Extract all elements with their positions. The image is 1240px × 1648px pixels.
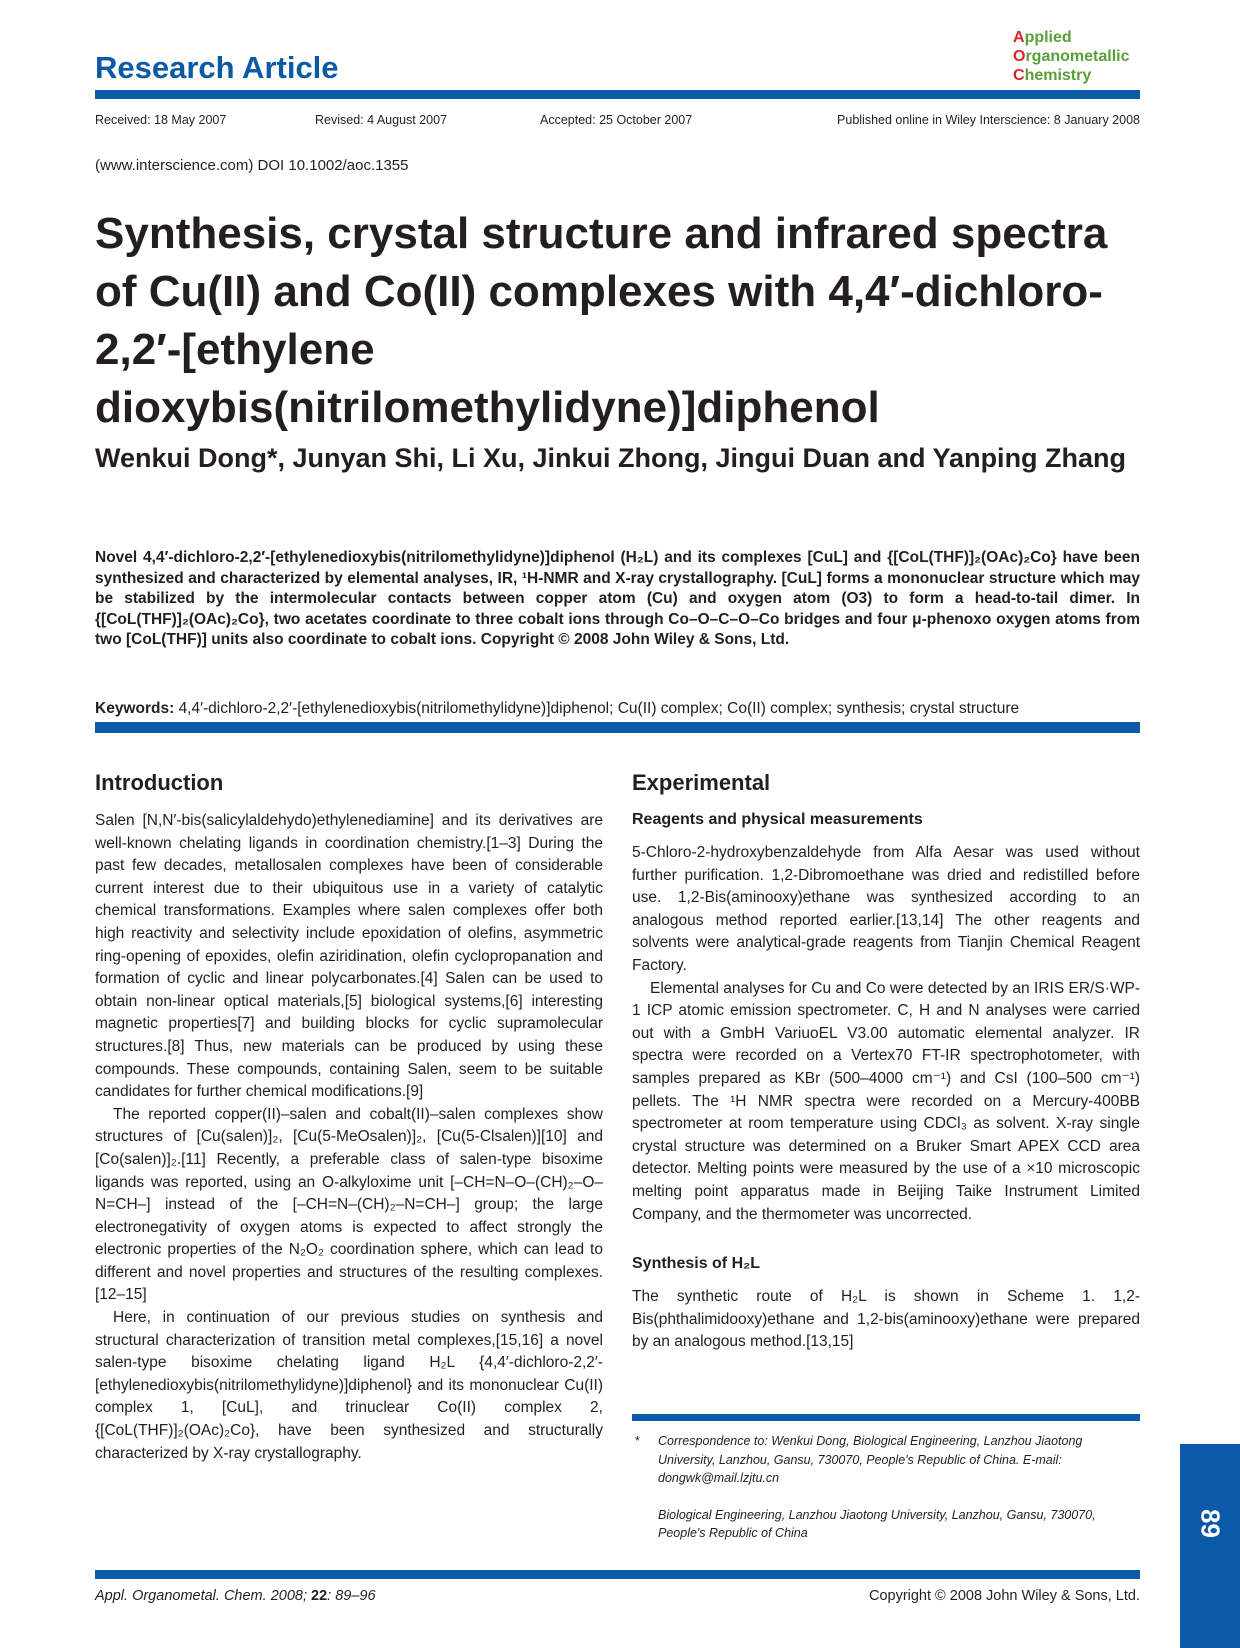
reagents-paragraph-2: Elemental analyses for Cu and Co were detected by an IRIS ER/S·WP-1 ICP atomic emission spectrometer. C, H and N analyses were carried out with a GmbH VariuoEL V3.00 automatic elemental analyzer. IR spectra were recorded on a Vertex70 FT-IR spectrophotometer, with samples prepared as KBr (500–4000 cm⁻¹) and CsI (100–500 cm⁻¹) pellets. The ¹H NMR spectra were recorded on a Mercury-400BB spectrometer at room temperature using CDCl₃ as solvent. X-ray single crystal structure was determined on a Bruker Smart APEX CCD area detector. Melting points were measured by the use of a ×10 microscopic melting point apparatus made in Beijing Taike Instrument Limited Company, and the thermometer was uncorrected. — [632, 979, 1140, 1223]
accepted-date: Accepted: 25 October 2007 — [540, 113, 693, 127]
introduction-heading: Introduction — [95, 770, 224, 795]
header-rule — [95, 90, 1140, 99]
journal-logo-line-2-rest: rganometallic — [1025, 48, 1130, 65]
page-number: 89 — [1195, 1509, 1226, 1538]
abstract: Novel 4,4′-dichloro-2,2′-[ethylenedioxybis(nitrilomethylidyne)]diphenol (H₂L) and its complexes [CuL] and {[CoL(THF)]₂(OAc)₂Co} have been synthesized and characterized by elemental analyses, IR, ¹H-NMR and X-ray crystallography. [CuL] forms a mononuclear structure which may be stabilized by the intermolecular contacts between copper atom (Cu) and oxygen atom (O3) to form a head-to-tail dimer. In {[CoL(THF)]₂(OAc)₂Co}, two acetates coordinate to three cobalt ions through Co–O–C–O–Co bridges and four μ-phenoxo oxygen atoms from two [CoL(THF)] units also coordinate to cobalt ions. Copyright © 2008 John Wiley & Sons, Ltd. — [95, 549, 1140, 648]
footer-rule — [95, 1570, 1140, 1579]
author-list: Wenkui Dong*, Junyan Shi, Li Xu, Jinkui Zhong, Jingui Duan and Yanping Zhang — [95, 443, 1127, 473]
journal-logo-line-3-rest: hemistry — [1024, 67, 1092, 84]
footer-year: 2008; — [270, 1588, 307, 1604]
reagents-paragraph-1: 5-Chloro-2-hydroxybenzaldehyde from Alfa Aesar was used without further purification. 1,2-Dibromoethane was dried and redistilled before use. 1,2-Bis(aminooxy)ethane was synthesized according to an analogous method reported earlier.[13,14] The other reagents and solvents were analytical-grade reagents from Tianjin Chemical Reagent Factory. — [632, 844, 1140, 974]
journal-logo-line-2: Organometallic — [1013, 48, 1130, 65]
synthesis-heading: Synthesis of H₂L — [632, 1255, 761, 1273]
reagents-heading: Reagents and physical measurements — [632, 811, 923, 828]
footnote-marker: * — [635, 1434, 640, 1448]
keywords — [95, 700, 1140, 718]
footer-volume: 22 — [311, 1588, 328, 1604]
article-title: Synthesis, crystal structure and infrared spectra of Cu(II) and Co(II) complexes with 4,4′-dichloro-2,2′-[ethylene dioxybis(nitrilomethylidyne)]diphenol — [95, 209, 1108, 432]
introduction-paragraph-3: Here, in continuation of our previous studies on synthesis and structural characterization of transition metal complexes,[15,16] a novel salen-type bisoxime chelating ligand H₂L {4,4′-dichloro-2,2′-[ethylenedioxybis(nitrilomethylidyne)]diphenol} and its mononuclear Cu(II) complex 1, [CuL], and trinuclear Co(II) complex 2, {[CoL(THF)]₂(OAc)₂Co}, have been synthesized and structurally characterized by X-ray crystallography. — [95, 1309, 603, 1462]
left-column — [95, 770, 603, 1465]
footer-pages: : 89–96 — [327, 1588, 376, 1604]
journal-logo-line-1-rest: pplied — [1024, 29, 1072, 46]
correspondence-footnote: Correspondence to: Wenkui Dong, Biological Engineering, Lanzhou Jiaotong University, Lanzhou, Gansu, 730070, People's Republic of China. E-mail: dongwk@mail.lzjtu.cn — [658, 1434, 1083, 1485]
introduction-paragraph-1: Salen [N,N′-bis(salicylaldehydo)ethylenediamine] and its derivatives are well-known chelating ligands in coordination chemistry.[1–3] During the past few decades, metallosalen complexes have been of considerable current interest due to their ubiquitous use in a variety of catalytic chemical transformations. Examples where salen complexes offer both high reactivity and selectivity include epoxidation of olefins, asymmetric ring-opening of epoxides, olefin aziridination, olefin cyclopropanation and formation of cyclic and linear polycarbonates.[4] Salen can be used to obtain non-linear optical materials,[5] biological systems,[6] interesting magnetic properties[7] and building blocks for cyclic supramolecular structures.[8] Thus, new materials can be produced by using these compounds. These compounds, containing Salen, seem to be suitable candidates for further chemical modifications.[9] — [95, 812, 603, 1101]
abstract-rule — [95, 722, 1140, 733]
footer-citation — [95, 1588, 376, 1604]
keywords-text: 4,4′-dichloro-2,2′-[ethylenedioxybis(nitrilomethylidyne)]diphenol; Cu(II) complex; Co(II) complex; synthesis; crystal structure — [178, 700, 1020, 717]
journal-logo — [1013, 28, 1129, 85]
footer-journal: Appl. Organometal. Chem. — [95, 1588, 267, 1604]
right-column — [632, 770, 1140, 1354]
keywords-label: Keywords: — [95, 700, 175, 717]
footnotes — [632, 1432, 1140, 1543]
revised-date: Revised: 4 August 2007 — [315, 113, 448, 127]
affiliation-footnote: Biological Engineering, Lanzhou Jiaotong University, Lanzhou, Gansu, 730070, People's Republic of China — [658, 1507, 1096, 1540]
received-date: Received: 18 May 2007 — [95, 113, 227, 127]
introduction-paragraph-2: The reported copper(II)–salen and cobalt(II)–salen complexes show structures of [Cu(salen)]₂, [Cu(5-MeOsalen)]₂, [Cu(5-Clsalen)][10] and [Co(salen)]₂.[11] Recently, a preferable class of salen-type bisoxime ligands was reported, using an O-alkyloxime unit [–CH=N–O–(CH)₂–O–N=CH–] instead of the [–CH=N–(CH)₂–N=CH–] group; the large electronegativity of oxygen atoms is expected to affect strongly the electronic properties of the N₂O₂ coordination sphere, which can lead to different and novel properties and structures of the resulting complexes.[12–15] — [95, 1105, 603, 1304]
journal-logo-line-1: Applied — [1013, 29, 1072, 46]
footer-copyright: Copyright © 2008 John Wiley & Sons, Ltd. — [868, 1588, 1140, 1604]
doi-line[interactable]: (www.interscience.com) DOI 10.1002/aoc.1355 — [95, 157, 409, 174]
experimental-heading: Experimental — [632, 770, 771, 795]
article-type-label: Research Article — [95, 50, 339, 85]
journal-logo-line-3: Chemistry — [1013, 67, 1092, 84]
synthesis-paragraph: The synthetic route of H₂L is shown in Scheme 1. 1,2-Bis(phthalimidooxy)ethane and 1,2-bis(aminooxy)ethane were prepared by an analogous method.[13,15] — [632, 1288, 1140, 1351]
footnote-rule — [632, 1414, 1140, 1421]
published-date: Published online in Wiley Interscience: 8 January 2008 — [837, 113, 1140, 127]
